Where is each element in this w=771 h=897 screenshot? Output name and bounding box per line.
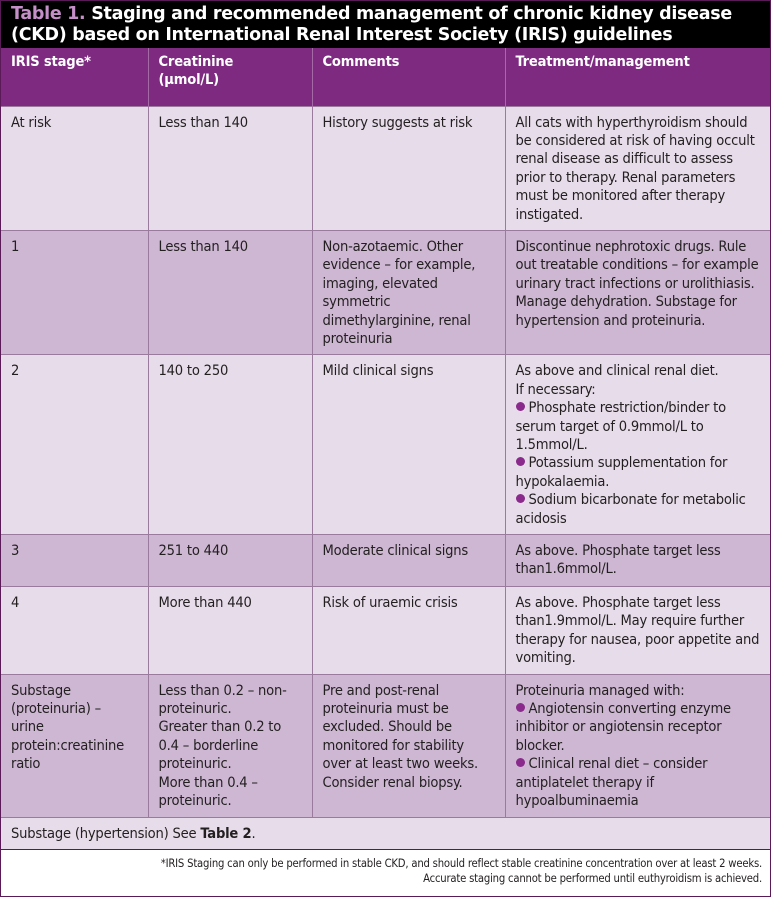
table-row	[1, 106, 770, 230]
creatinine-cell	[148, 535, 312, 587]
table-title-text: Staging and recommended management of chronic kidney disease (CKD) based on International Renal Interest Society (IRIS) guidelines	[11, 4, 732, 45]
table-row	[1, 674, 770, 816]
staging-table	[1, 48, 770, 817]
comments-cell	[312, 674, 505, 816]
creatinine-text: Less than 140	[158, 113, 248, 131]
bullet-text: Clinical renal diet – consider antiplatelet therapy if hypoalbuminaemia	[515, 755, 708, 810]
comments-text: Non-azotaemic. Other evidence – for example, imaging, elevated symmetric dimethylarginine, renal proteinuria	[322, 237, 476, 347]
bullet-icon	[516, 402, 525, 411]
stage-cell	[1, 587, 148, 675]
comments-cell	[312, 535, 505, 587]
table-title	[1, 1, 770, 48]
stage-text: Substage (proteinuria) – urine protein:creatinine ratio	[11, 681, 125, 773]
table-label: Table 1.	[11, 4, 86, 24]
stage-text: 2	[11, 362, 20, 380]
table-row	[1, 355, 770, 535]
table-row	[1, 230, 770, 354]
stage-cell	[1, 535, 148, 587]
treatment-cell	[505, 535, 770, 587]
comments-cell	[312, 106, 505, 230]
column-header-treatment: Treatment/management	[505, 48, 770, 106]
bullet-text: Angiotensin converting enzyme inhibitor or angiotensin receptor blocker.	[515, 700, 731, 754]
bullet-text: Phosphate restriction/binder to serum target of 0.9mmol/L to 1.5mmol/L.	[515, 399, 726, 453]
treatment-text	[516, 399, 761, 454]
treatment-cell	[505, 106, 770, 230]
stage-text: 1	[11, 237, 20, 255]
bullet-icon	[516, 758, 525, 767]
comments-text: History suggests at risk	[322, 113, 473, 131]
treatment-text: Proteinuria managed with:	[515, 681, 685, 699]
comments-text: Pre and post-renal proteinuria must be excluded. Should be monitored for stability over at least two weeks. Consider renal biopsy.	[322, 681, 479, 791]
treatment-text: If necessary:	[515, 380, 596, 398]
creatinine-text: Greater than 0.2 to 0.4 – borderline proteinuric.	[158, 718, 282, 773]
column-header-creatinine: Creatinine (µmol/L)	[148, 48, 312, 106]
creatinine-text: 251 to 440	[158, 542, 229, 560]
footnote	[1, 849, 770, 896]
column-header-comments: Comments	[312, 48, 505, 106]
stage-text: 3	[11, 542, 20, 560]
treatment-text: As above and clinical renal diet.	[515, 362, 719, 380]
creatinine-text: Less than 140	[158, 237, 248, 255]
creatinine-cell	[148, 230, 312, 354]
stage-cell	[1, 674, 148, 816]
stage-cell	[1, 230, 148, 354]
treatment-text: As above. Phosphate target less than1.6mmol/L.	[515, 542, 721, 578]
comments-cell	[312, 587, 505, 675]
table-row	[1, 535, 770, 587]
comments-cell	[312, 230, 505, 354]
creatinine-text: Less than 0.2 – non-proteinuric.	[158, 681, 287, 718]
treatment-cell	[505, 587, 770, 675]
creatinine-text: More than 0.4 – proteinuric.	[158, 773, 258, 810]
bullet-icon	[516, 703, 525, 712]
creatinine-text: 140 to 250	[158, 362, 229, 380]
comments-text: Risk of uraemic crisis	[322, 594, 458, 612]
footnote-line: *IRIS Staging can only be performed in stable CKD, and should reflect stable creatinine concentration over at least 2 weeks.	[160, 857, 762, 870]
comments-cell	[312, 355, 505, 535]
creatinine-cell	[148, 587, 312, 675]
stage-cell	[1, 355, 148, 535]
substage-hypertension-end: .	[251, 824, 256, 842]
bullet-icon	[516, 494, 525, 503]
creatinine-cell	[148, 355, 312, 535]
treatment-cell	[505, 230, 770, 354]
substage-hypertension-row	[1, 817, 770, 851]
creatinine-text: More than 440	[158, 594, 252, 612]
treatment-text: As above. Phosphate target less than1.9mmol/L. May require further therapy for nausea, poor appetite and vomiting.	[515, 594, 760, 667]
bullet-text: Potassium supplementation for hypokalaemia.	[515, 454, 728, 490]
stage-text: 4	[11, 594, 20, 612]
treatment-cell	[505, 355, 770, 535]
comments-text: Moderate clinical signs	[322, 542, 469, 560]
creatinine-cell	[148, 106, 312, 230]
footnote-line: Accurate staging cannot be performed until euthyroidism is achieved.	[423, 872, 762, 885]
comments-text: Mild clinical signs	[322, 362, 434, 380]
treatment-cell	[505, 674, 770, 816]
creatinine-cell	[148, 674, 312, 816]
column-header-stage: IRIS stage*	[1, 48, 148, 106]
bullet-icon	[516, 457, 525, 466]
treatment-text	[516, 454, 761, 491]
stage-text: At risk	[11, 113, 52, 131]
treatment-text: All cats with hyperthyroidism should be considered at risk of having occult renal disease as difficult to assess prior to therapy. Renal parameters must be monitored after therapy instigated.	[515, 113, 755, 223]
treatment-text	[516, 755, 761, 810]
substage-hypertension-text: Substage (hypertension) See	[11, 824, 201, 842]
table-2-reference: Table 2	[200, 824, 252, 842]
treatment-text	[516, 700, 761, 755]
treatment-text	[516, 491, 761, 528]
table-row	[1, 587, 770, 675]
treatment-text: Discontinue nephrotoxic drugs. Rule out treatable conditions – for example urinary tract infections or urolithiasis. Manage dehydration. Substage for hypertension and proteinuria.	[515, 237, 759, 329]
bullet-text: Sodium bicarbonate for metabolic acidosis	[515, 491, 746, 527]
stage-cell	[1, 106, 148, 230]
table-header-row	[1, 48, 770, 106]
table-body	[1, 106, 770, 817]
